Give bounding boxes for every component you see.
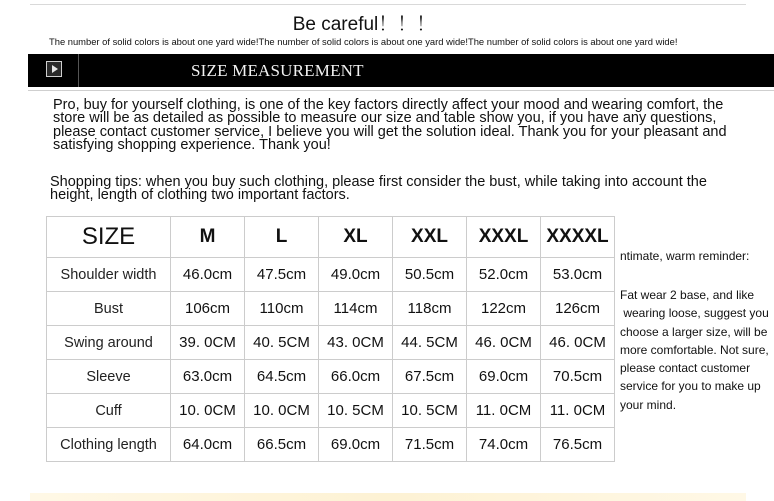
measurement-value: 64.5cm [245, 360, 319, 394]
shopping-tips: Shopping tips: when you buy such clothing, please first consider the bust, while taking into account the height, length of clothing two important factors. [50, 174, 707, 204]
headline [0, 9, 774, 36]
measurement-value: 70.5cm [541, 360, 615, 394]
measurement-value: 11. 0CM [541, 394, 615, 428]
size-column-header: XL [319, 217, 393, 258]
measurement-value: 10. 0CM [245, 394, 319, 428]
measurement-value: 76.5cm [541, 428, 615, 462]
size-corner-label: SIZE [47, 217, 171, 258]
measurement-value: 126cm [541, 292, 615, 326]
measurement-value: 66.5cm [245, 428, 319, 462]
measurement-value: 49.0cm [319, 258, 393, 292]
measurement-value: 106cm [171, 292, 245, 326]
measurement-label: Bust [47, 292, 171, 326]
measurement-value: 10. 5CM [319, 394, 393, 428]
measurement-value: 69.0cm [467, 360, 541, 394]
size-column-header: L [245, 217, 319, 258]
size-column-header: M [171, 217, 245, 258]
measurement-value: 11. 0CM [467, 394, 541, 428]
intro-paragraph: Pro, buy for yourself clothing, is one of the key factors directly affect your mood and wearing comfort, the store will be as detailed as possible to measure our size and table show you, if you have any questions, please contact customer service, I believe you will get the solution ideal. Thank you for your pleasant and satisfying shopping experience. Thank you! [53, 97, 727, 154]
measurement-value: 52.0cm [467, 258, 541, 292]
measurement-value: 69.0cm [319, 428, 393, 462]
measurement-value: 46. 0CM [467, 326, 541, 360]
banner-underline [28, 90, 774, 91]
reminder-line: service for you to make up [620, 379, 761, 394]
measurement-value: 74.0cm [467, 428, 541, 462]
color-width-notice: The number of solid colors is about one yard wide!The number of solid colors is about one yard wide!The number of solid colors is about one yard wide! [49, 36, 678, 47]
table-row [47, 258, 615, 292]
reminder-line: your mind. [620, 397, 677, 412]
table-row [47, 326, 615, 360]
top-divider [30, 4, 746, 5]
measurement-label: Clothing length [47, 428, 171, 462]
measurement-value: 63.0cm [171, 360, 245, 394]
play-arrow-icon [46, 61, 62, 77]
measurement-value: 114cm [319, 292, 393, 326]
bottom-decor-strip [30, 493, 746, 501]
table-row [47, 292, 615, 326]
size-column-header: XXXL [467, 217, 541, 258]
measurement-value: 43. 0CM [319, 326, 393, 360]
measurement-value: 40. 5CM [245, 326, 319, 360]
size-header-row [47, 217, 615, 258]
measurement-value: 46. 0CM [541, 326, 615, 360]
measurement-label: Sleeve [47, 360, 171, 394]
reminder-line: please contact customer [620, 361, 751, 376]
measurement-label: Shoulder width [47, 258, 171, 292]
measurement-value: 44. 5CM [393, 326, 467, 360]
size-column-header: XXL [393, 217, 467, 258]
measurement-value: 53.0cm [541, 258, 615, 292]
reminder-line: Fat wear 2 base, and like [620, 288, 755, 302]
reminder-line: choose a larger size, will be [620, 324, 768, 339]
headline-text: Be careful！！！ [292, 14, 436, 35]
measurement-value: 10. 5CM [393, 394, 467, 428]
reminder-body [620, 286, 769, 414]
size-column-header: XXXXL [541, 217, 615, 258]
measurement-value: 110cm [245, 292, 319, 326]
measurement-value: 71.5cm [393, 428, 467, 462]
size-measurement-banner [28, 54, 774, 87]
banner-title: SIZE MEASUREMENT [191, 61, 364, 80]
measurement-value: 46.0cm [171, 258, 245, 292]
reminder-title: ntimate, warm reminder: [620, 249, 750, 263]
measurement-value: 39. 0CM [171, 326, 245, 360]
reminder-line: wearing loose, suggest you [620, 306, 769, 321]
measurement-label: Swing around [47, 326, 171, 360]
reminder-line: more comfortable. Not sure, [620, 342, 769, 357]
measurement-value: 64.0cm [171, 428, 245, 462]
measurement-value: 47.5cm [245, 258, 319, 292]
measurement-value: 66.0cm [319, 360, 393, 394]
measurement-value: 67.5cm [393, 360, 467, 394]
table-row [47, 428, 615, 462]
table-row [47, 394, 615, 428]
size-chart-table [46, 216, 615, 462]
measurement-value: 122cm [467, 292, 541, 326]
table-row [47, 360, 615, 394]
measurement-value: 10. 0CM [171, 394, 245, 428]
measurement-label: Cuff [47, 394, 171, 428]
measurement-value: 50.5cm [393, 258, 467, 292]
banner-separator [78, 54, 79, 87]
measurement-value: 118cm [393, 292, 467, 326]
